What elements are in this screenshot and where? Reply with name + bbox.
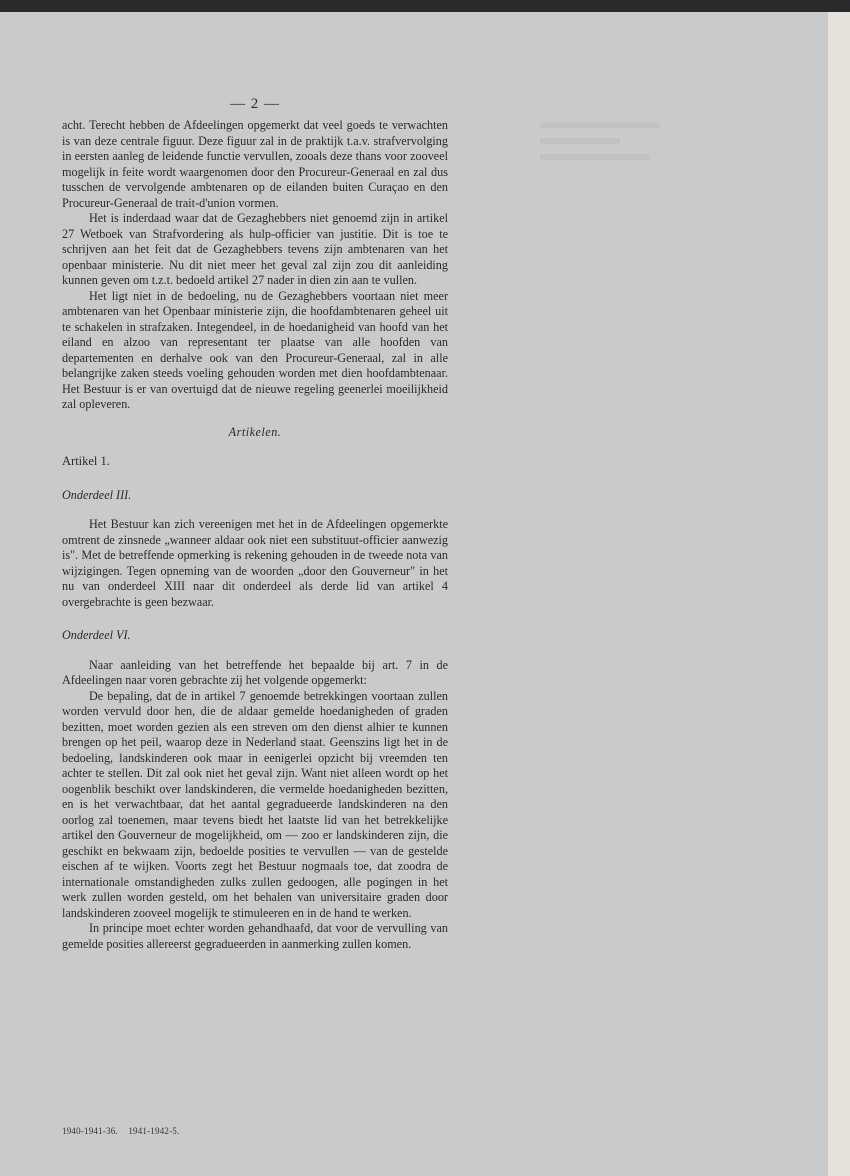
page-edge-strip xyxy=(828,12,850,1176)
onderdeel-vi-paragraph-3: In principe moet echter worden gehandhaafd, dat voor de vervulling van gemelde posities allereerst gegradueerden in aanmerking zullen komen. xyxy=(62,921,448,951)
document-body xyxy=(62,118,448,952)
paragraph-bedoeling: Het ligt niet in de bedoeling, nu de Gezaghebbers voortaan niet meer ambtenaren van het Openbaar ministerie zijn, die hoofdambtenaren geheel uit te schakelen in strafzaken. Integendeel, in de hoedanigheid van hoofd van het eiland en alzoo van representant ter plaatse van alle hoofden van departementen en derhalve ook van den Procureur-Generaal, zal in alle belangrijke zaken steeds voeling gehouden worden met dien hoofdambtenaar. Het Bestuur is er van overtuigd dat de nieuwe regeling geenerlei moeilijkheid zal opleveren. xyxy=(62,288,448,411)
paragraph-continuation: acht. Terecht hebben de Afdeelingen opgemerkt dat veel goeds te verwachten is van deze centrale figuur. Deze figuur zal in de praktijk t.a.v. strafvervolging in eersten aanleg de leidende functie vervullen, zooals deze thans voor zooveel mogelijk in feite wordt waargenomen door den Procureur-Generaal en zal dus tusschen de vervolgende ambtenaren op de eilanden buiten Curaçao en den Procureur-Generaal de trait-d'union vormen. xyxy=(62,118,448,210)
artikel-heading: Artikel 1. xyxy=(62,454,110,468)
section-title: Artikelen. xyxy=(228,424,282,439)
onderdeel-vi-paragraph-2: De bepaling, dat de in artikel 7 genoemde betrekkingen voortaan zullen worden vervuld door hen, die de aldaar gemelde hoedanigheden of graden bezitten, moet worden gezien als een streven om den dienst alhier te kunnen brengen op het peil, waarop deze in Nederland staat. Geenszins ligt het in de bedoeling, landskinderen ook maar in eenigerlei opzicht bij vreemden ten achter te stellen. Dit zal ook niet het geval zijn. Want niet alleen wordt op het oogenblik beschikt over landskinderen, die vermelde hoedanigheden bezitten, en is het verwachtbaar, dat het aantal gegradueerde landskinderen na den oorlog zal toenemen, maar tevens biedt het laatste lid van het betrekkelijke artikel den Gouverneur de mogelijkheid, om — zoo er landskinderen zijn, die geschikt en bekwaam zijn, bedoelde posities te vervullen — van de gestelde eischen af te wijken. Voorts zegt het Bestuur nogmaals toe, dat zoodra de internationale omstandigheden zulks zullen gedoogen, alle pogingen in het werk zullen worden gesteld, om het behalen van universitaire graden door landskinderen zooveel mogelijk te stimuleeren en in de hand te werken. xyxy=(62,688,448,920)
onderdeel-vi-heading: Onderdeel VI. xyxy=(62,628,131,642)
show-through-ghost-text xyxy=(540,112,740,412)
document-page xyxy=(0,12,828,1176)
onderdeel-iii-heading: Onderdeel III. xyxy=(62,487,132,502)
onderdeel-vi-paragraph-1: Naar aanleiding van het betreffende het bepaalde bij art. 7 in de Afdeelingen naar voren gebrachte zij het volgende opgemerkt: xyxy=(62,657,448,687)
footer-ref-1: 1940-1941-36. xyxy=(62,1126,118,1136)
paragraph-gezaghebbers: Het is inderdaad waar dat de Gezaghebbers niet genoemd zijn in artikel 27 Wetboek van Strafvordering als hulp-officier van justitie. Dit is toe te schrijven aan het feit dat de Gezaghebbers tevens zijn ambtenaren van het openbaar ministerie. Nu dit niet meer het geval zal zijn zou dit aanleiding kunnen geven om t.z.t. bedoeld artikel 27 nader in dien zin aan te vullen. xyxy=(62,211,448,287)
onderdeel-iii-paragraph: Het Bestuur kan zich vereenigen met het in de Afdeelingen opgemerkte omtrent de zinsnede „wanneer aldaar ook niet een substituut-officier aanwezig is". Met de betreffende opmerking is rekening gehouden in de tweede nota van wijzigingen. Tegen opneming van de woorden „door den Gouverneur" in het nu van onderdeel XIII naar dit onderdeel als derde lid van artikel 4 overgebrachte is geen bezwaar. xyxy=(62,517,448,609)
page-number: — 2 — xyxy=(230,96,280,112)
document-footer xyxy=(62,1126,187,1136)
footer-ref-2: 1941-1942-5. xyxy=(128,1126,180,1136)
